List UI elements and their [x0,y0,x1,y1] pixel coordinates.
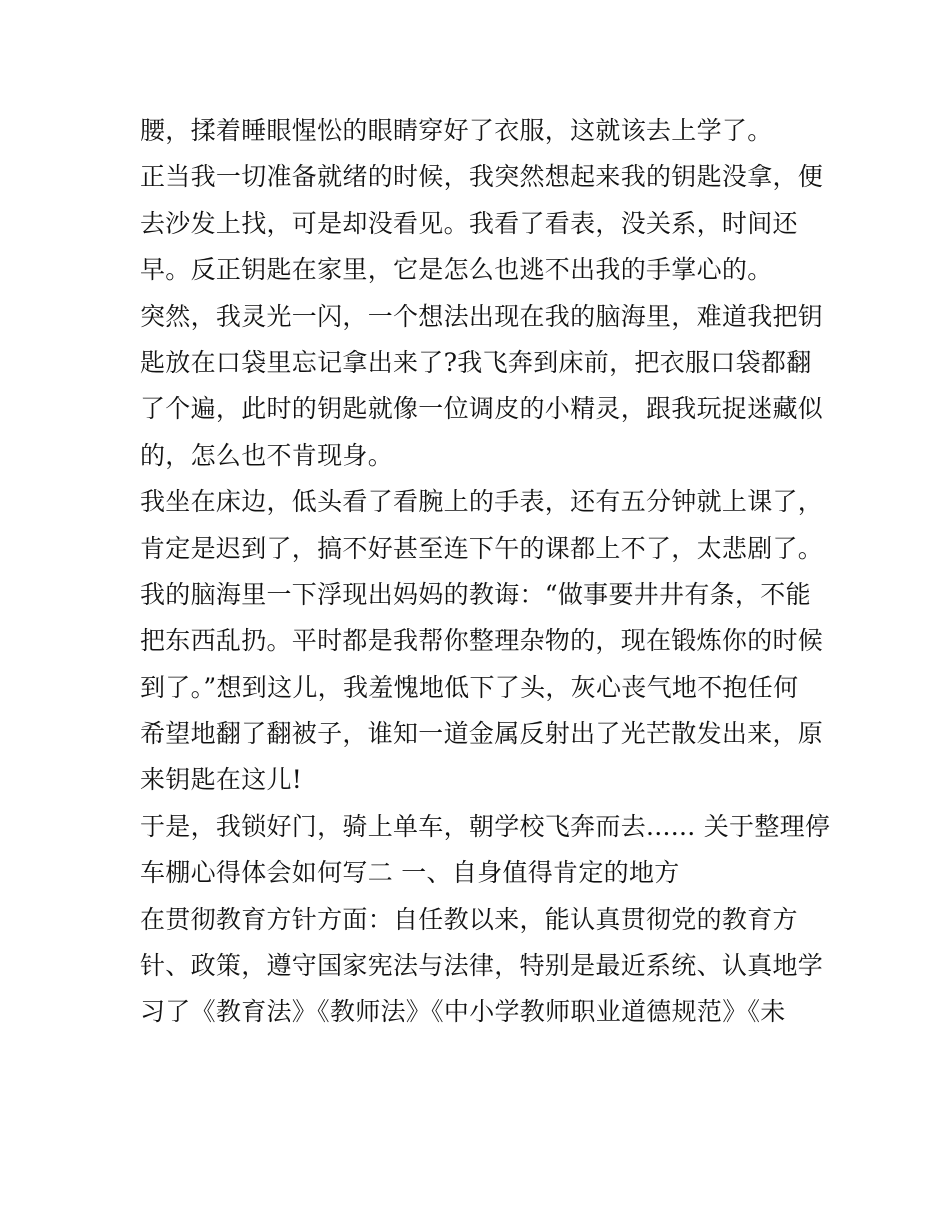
text-line: 针、政策，遵守国家宪法与法律，特别是最近系统、认真地学 [140,951,824,981]
text-line: 腰，揉着睡眼惺忪的眼睛穿好了衣服，这就该去上学了。 [140,116,773,145]
text-line: 于是，我锁好门，骑上单车，朝学校飞奔而去...... 关于整理停 [140,811,831,841]
text-line: 车棚心得体会如何写二 一、自身值得肯定的地方 [140,858,680,888]
text-line: 早。反正钥匙在家里，它是怎么也逃不出我的手掌心的。 [140,255,773,285]
text-line: 把东西乱扔。平时都是我帮你整理杂物的，现在锻炼你的时候 [140,626,824,656]
text-line: 我坐在床边，低头看了看腕上的手表，还有五分钟就上课了， [140,487,824,517]
text-line: 正当我一切准备就绪的时候，我突然想起来我的钥匙没拿，便 [140,162,824,192]
text-line: 我的脑海里一下浮现出妈妈的教诲：“做事要井井有条，不能 [140,579,811,609]
text-line: 来钥匙在这儿! [140,765,303,795]
text-line: 的，怎么也不肯现身。 [140,440,394,470]
text-line: 希望地翻了翻被子，谁知一道金属反射出了光芒散发出来，原 [140,719,824,749]
text-line: 在贯彻教育方针方面：自任教以来，能认真贯彻党的教育方 [140,904,798,934]
text-line: 匙放在口袋里忘记拿出来了?我飞奔到床前，把衣服口袋都翻 [140,347,812,377]
text-line: 突然，我灵光一闪，一个想法出现在我的脑海里，难道我把钥 [140,301,824,331]
text-line: 习了《教育法》《教师法》《中小学教师职业道德规范》《未 [140,997,786,1027]
text-line: 去沙发上找，可是却没看见。我看了看表，没关系，时间还 [140,208,798,238]
text-line: 肯定是迟到了，搞不好甚至连下午的课都上不了，太悲剧了。 [140,533,824,563]
text-line: 了个遍，此时的钥匙就像一位调皮的小精灵，跟我玩捉迷藏似 [140,394,824,424]
body-text [140,108,831,1036]
text-line: 到了。”想到这儿，我羞愧地低下了头，灰心丧气地不抱任何 [140,672,799,702]
